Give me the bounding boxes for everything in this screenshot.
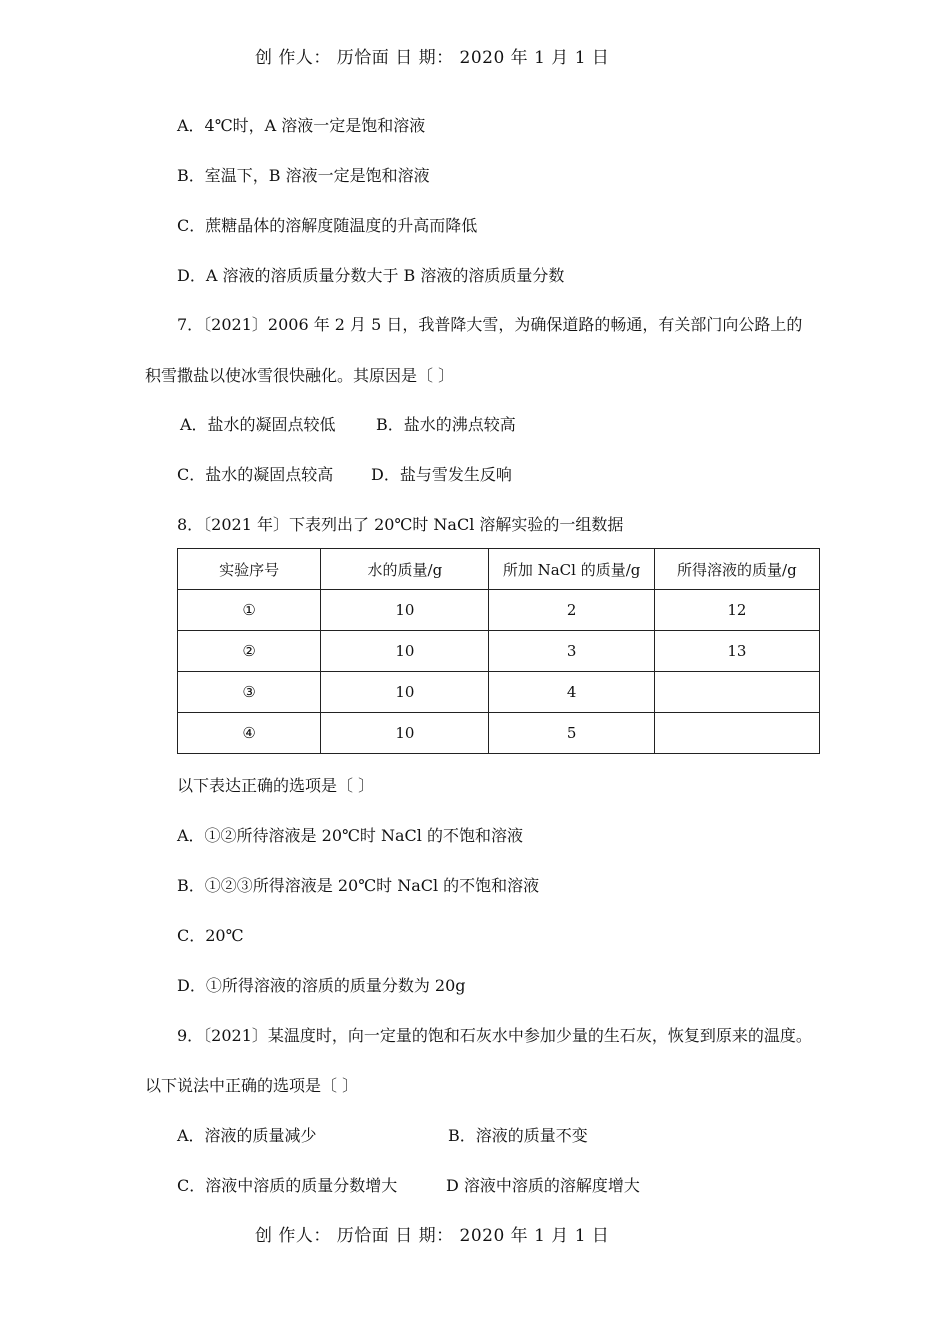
table-cell: 5 — [489, 713, 654, 754]
table-cell: ④ — [178, 713, 321, 754]
nacl-data-table — [177, 548, 820, 754]
q7-stem-line1: 7．〔2021〕2006 年 2 月 5 日，我普降大雪，为确保道路的畅通，有关部门向公路上的 — [177, 315, 803, 334]
table-header-cell: 所加 NaCl 的质量/g — [489, 549, 654, 590]
table-row — [178, 713, 820, 754]
q7-option-a: A．盐水的凝固点较低 — [180, 415, 336, 434]
table-header-row — [178, 549, 820, 590]
table-cell: 2 — [489, 590, 654, 631]
table-cell — [654, 672, 819, 713]
q6-option-d: D．A 溶液的溶质质量分数大于 B 溶液的溶质质量分数 — [177, 266, 565, 285]
table-cell: 4 — [489, 672, 654, 713]
q7-option-b: B．盐水的沸点较高 — [376, 415, 516, 434]
q9-stem-line2: 以下说法中正确的选项是〔 〕 — [145, 1076, 359, 1095]
q9-option-a: A．溶液的质量减少 — [177, 1126, 317, 1145]
table-row — [178, 672, 820, 713]
table-cell — [654, 713, 819, 754]
q9-option-c: C．溶液中溶质的质量分数增大 — [177, 1176, 398, 1195]
q8-stem: 8．〔2021 年〕下表列出了 20℃时 NaCl 溶解实验的一组数据 — [177, 515, 624, 534]
table-cell: 13 — [654, 631, 819, 672]
q9-option-d: D 溶液中溶质的溶解度增大 — [446, 1176, 640, 1195]
page-header: 创 作人： 历恰面 日 期： 2020 年 1 月 1 日 — [255, 48, 610, 68]
table-cell: ② — [178, 631, 321, 672]
q8-option-b: B．①②③所得溶液是 20℃时 NaCl 的不饱和溶液 — [177, 876, 540, 895]
table-cell: ① — [178, 590, 321, 631]
table-header-cell: 水的质量/g — [321, 549, 489, 590]
table-cell: ③ — [178, 672, 321, 713]
q6-option-a: A．4℃时，A 溶液一定是饱和溶液 — [177, 116, 426, 135]
q6-option-b: B．室温下，B 溶液一定是饱和溶液 — [177, 166, 430, 185]
q7-stem-line2: 积雪撒盐以使冰雪很快融化。其原因是〔 〕 — [145, 366, 455, 385]
table-cell: 10 — [321, 713, 489, 754]
q6-option-c: C．蔗糖晶体的溶解度随温度的升高而降低 — [177, 216, 478, 235]
table-cell: 10 — [321, 672, 489, 713]
table-row — [178, 631, 820, 672]
table-cell: 12 — [654, 590, 819, 631]
table-header-cell: 所得溶液的质量/g — [654, 549, 819, 590]
q9-stem-line1: 9．〔2021〕某温度时，向一定量的饱和石灰水中参加少量的生石灰，恢复到原来的温度。 — [177, 1026, 812, 1045]
table-row — [178, 590, 820, 631]
q8-option-a: A．①②所待溶液是 20℃时 NaCl 的不饱和溶液 — [177, 826, 523, 845]
q9-option-b: B．溶液的质量不变 — [448, 1126, 588, 1145]
page-footer: 创 作人： 历恰面 日 期： 2020 年 1 月 1 日 — [255, 1226, 610, 1246]
q8-option-d: D．①所得溶液的溶质的质量分数为 20g — [177, 976, 466, 995]
q8-prompt: 以下表达正确的选项是〔 〕 — [177, 776, 375, 795]
table-cell: 3 — [489, 631, 654, 672]
q7-option-c: C．盐水的凝固点较高 — [177, 465, 334, 484]
q7-option-d: D．盐与雪发生反响 — [371, 465, 512, 484]
table-cell: 10 — [321, 590, 489, 631]
q8-option-c: C．20℃ — [177, 926, 244, 945]
table-header-cell: 实验序号 — [178, 549, 321, 590]
table-cell: 10 — [321, 631, 489, 672]
